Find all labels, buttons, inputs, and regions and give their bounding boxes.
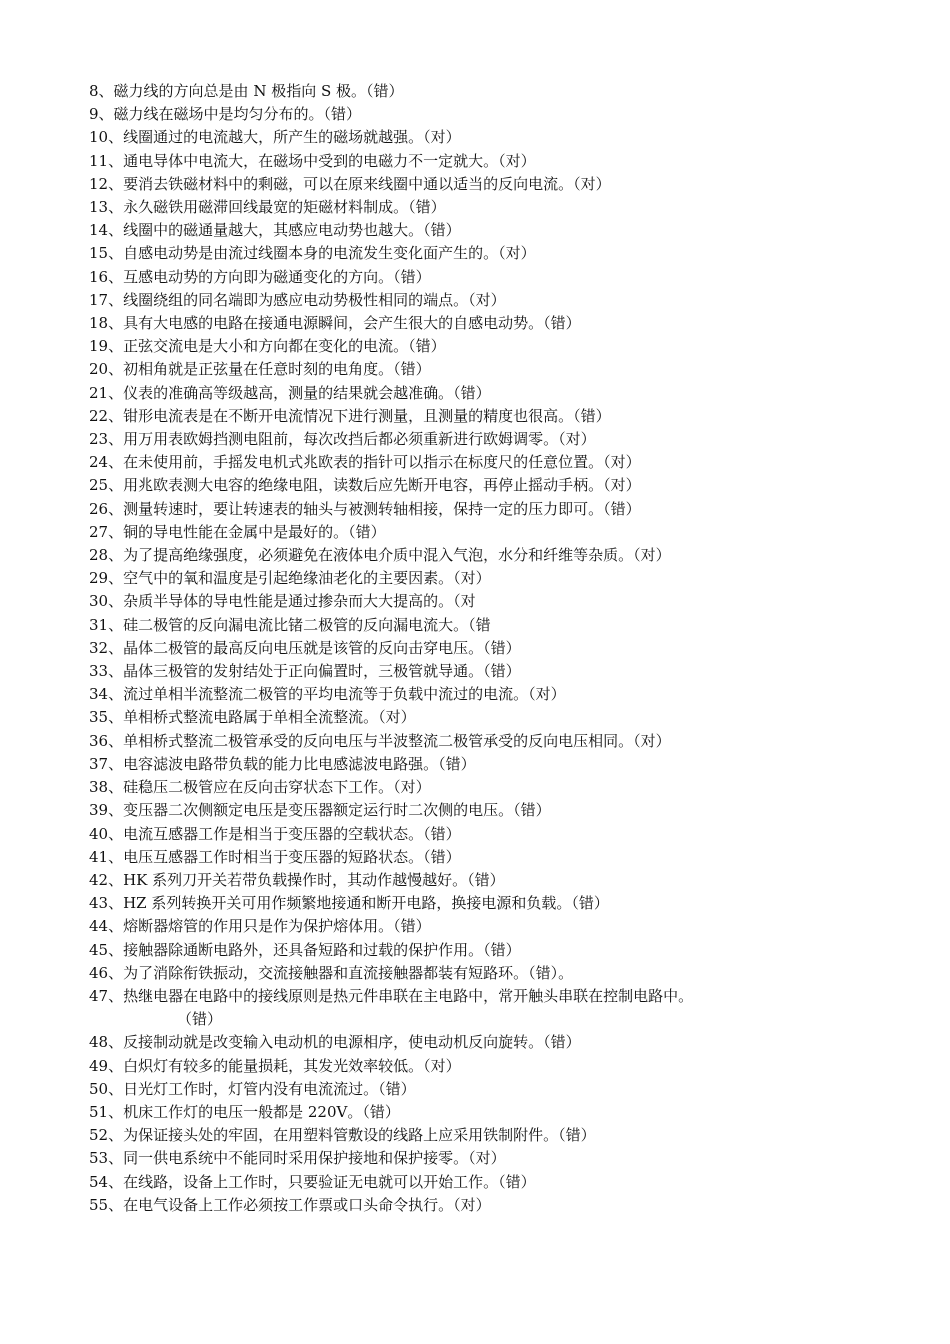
list-item — [89, 776, 889, 799]
item-text: 单相桥式整流电路属于单相全流整流。（对） — [123, 708, 416, 727]
item-number: 27、 — [89, 522, 124, 541]
list-item — [89, 567, 889, 590]
item-text: 单相桥式整流二极管承受的反向电压与半波整流二极管承受的反向电压相同。（对） — [123, 731, 671, 750]
list-item — [89, 1055, 889, 1078]
item-text: 反接制动就是改变输入电动机的电源相序，使电动机反向旋转。（错） — [123, 1033, 581, 1052]
item-number: 51、 — [89, 1102, 124, 1121]
item-text: 初相角就是正弦量在任意时刻的电角度。（错） — [123, 360, 431, 379]
item-number: 8、 — [89, 82, 114, 100]
list-item — [89, 962, 889, 985]
list-item — [89, 939, 889, 962]
list-item — [89, 1171, 889, 1194]
item-text: 永久磁铁用磁滞回线最宽的矩磁材料制成。（错） — [123, 198, 446, 217]
item-text: 流过单相半流整流二极管的平均电流等于负载中流过的电流。（对） — [123, 685, 566, 704]
item-number: 12、 — [89, 174, 124, 193]
item-number: 42、 — [89, 870, 124, 889]
list-item — [89, 1078, 889, 1101]
item-number: 45、 — [89, 940, 124, 959]
item-text: 要消去铁磁材料中的剩磁，可以在原来线圈中通以适当的反向电流。（对） — [123, 174, 611, 193]
item-number: 40、 — [89, 824, 124, 843]
item-number: 53、 — [89, 1149, 124, 1168]
item-number: 36、 — [89, 731, 124, 750]
item-text: 正弦交流电是大小和方向都在变化的电流。（错） — [123, 337, 446, 356]
item-text: 杂质半导体的导电性能是通过掺杂而大大提高的。（对 — [123, 592, 476, 611]
list-item — [89, 892, 889, 915]
item-number: 25、 — [89, 476, 124, 495]
item-number: 48、 — [89, 1033, 124, 1052]
item-text: HK 系列刀开关若带负载操作时，其动作越慢越好。（错） — [123, 870, 505, 889]
item-number: 43、 — [89, 894, 124, 913]
item-number: 19、 — [89, 337, 124, 356]
list-item — [89, 730, 889, 753]
list-item — [89, 219, 889, 242]
item-text: 空气中的氧和温度是引起绝缘油老化的主要因素。（对） — [123, 569, 491, 588]
item-number: 30、 — [89, 592, 124, 611]
item-text: 电流互感器工作是相当于变压器的空载状态。（错） — [123, 824, 461, 843]
item-number: 54、 — [89, 1172, 124, 1191]
list-item — [89, 126, 889, 149]
list-item — [89, 335, 889, 358]
item-number: 14、 — [89, 221, 124, 240]
item-number: 23、 — [89, 430, 124, 449]
item-text: 钳形电流表是在不断开电流情况下进行测量，且测量的精度也很高。（错） — [123, 406, 611, 425]
list-item — [89, 474, 889, 497]
item-text: 硅稳压二极管应在反向击穿状态下工作。（对） — [123, 778, 431, 797]
list-item — [89, 637, 889, 660]
list-item — [89, 869, 889, 892]
item-number: 33、 — [89, 662, 124, 681]
item-number: 44、 — [89, 917, 124, 936]
list-item — [89, 173, 889, 196]
item-text: 互感电动势的方向即为磁通变化的方向。（错） — [123, 267, 431, 286]
item-number: 34、 — [89, 685, 124, 704]
list-item — [89, 150, 889, 173]
item-text: 机床工作灯的电压一般都是 220V。（错） — [123, 1102, 400, 1121]
item-number: 29、 — [89, 569, 124, 588]
list-item — [89, 1194, 889, 1217]
item-text: 白炽灯有较多的能量损耗，其发光效率较低。（对） — [123, 1056, 461, 1075]
list-item — [89, 706, 889, 729]
item-text: 用兆欧表测大电容的绝缘电阻，读数后应先断开电容，再停止摇动手柄。（对） — [123, 476, 641, 495]
item-text: HZ 系列转换开关可用作频繁地接通和断开电路，换接电源和负载。（错） — [123, 894, 609, 913]
item-number: 41、 — [89, 847, 124, 866]
item-number: 16、 — [89, 267, 124, 286]
list-item — [89, 1147, 889, 1170]
item-text: 变压器二次侧额定电压是变压器额定运行时二次侧的电压。（错） — [123, 801, 551, 820]
list-item — [89, 590, 889, 613]
item-text: 仪表的准确高等级越高，测量的结果就会越准确。（错） — [123, 383, 491, 402]
item-number: 11、 — [89, 151, 124, 170]
list-item — [89, 1101, 889, 1124]
item-text: 熔断器熔管的作用只是作为保护熔体用。（错） — [123, 917, 431, 936]
item-text: 测量转速时，要让转速表的轴头与被测转轴相接，保持一定的压力即可。（错） — [123, 499, 641, 518]
list-item-continuation — [89, 1008, 889, 1031]
list-item — [89, 266, 889, 289]
item-number: 22、 — [89, 406, 124, 425]
list-item — [89, 521, 889, 544]
item-text: 通电导体中电流大，在磁场中受到的电磁力不一定就大。（对） — [123, 151, 536, 170]
item-number: 50、 — [89, 1079, 124, 1098]
item-text: 磁力线的方向总是由 N 极指向 S 极。（错） — [113, 82, 404, 100]
list-item — [89, 753, 889, 776]
list-item — [89, 382, 889, 405]
item-number: 20、 — [89, 360, 124, 379]
item-text: 接触器除通断电路外，还具备短路和过载的保护作用。（错） — [123, 940, 521, 959]
item-number: 31、 — [89, 615, 124, 634]
item-number: 17、 — [89, 290, 124, 309]
list-item — [89, 289, 889, 312]
list-item — [89, 799, 889, 822]
list-item — [89, 660, 889, 683]
item-text: 日光灯工作时，灯管内没有电流流过。（错） — [123, 1079, 416, 1098]
item-number: 37、 — [89, 754, 124, 773]
item-number: 55、 — [89, 1195, 124, 1214]
list-item — [89, 1031, 889, 1054]
list-item — [89, 451, 889, 474]
list-item — [89, 683, 889, 706]
item-number: 15、 — [89, 244, 124, 263]
item-text: 自感电动势是由流过线圈本身的电流发生变化面产生的。（对） — [123, 244, 536, 263]
item-number: 18、 — [89, 314, 124, 333]
item-text: 线圈绕组的同名端即为感应电动势极性相同的端点。（对） — [123, 290, 506, 309]
item-number: 46、 — [89, 963, 124, 982]
item-text: 为了提高绝缘强度，必须避免在液体电介质中混入气泡，水分和纤维等杂质。（对） — [123, 546, 671, 565]
item-text: 在未使用前，手摇发电机式兆欧表的指针可以指示在标度尺的任意位置。（对） — [123, 453, 641, 472]
item-number: 26、 — [89, 499, 124, 518]
item-text: 晶体三极管的发射结处于正向偏置时，三极管就导通。（错） — [123, 662, 521, 681]
item-number: 32、 — [89, 638, 124, 657]
item-number: 24、 — [89, 453, 124, 472]
item-number: 10、 — [89, 128, 124, 147]
item-number: 49、 — [89, 1056, 124, 1075]
list-item — [89, 1124, 889, 1147]
item-text: 为了消除衔铁振动，交流接触器和直流接触器都装有短路环。（错）。 — [123, 963, 574, 982]
list-item — [89, 823, 889, 846]
item-text: 具有大电感的电路在接通电源瞬间，会产生很大的自感电动势。（错） — [123, 314, 581, 333]
list-item — [89, 915, 889, 938]
item-text: 线圈通过的电流越大，所产生的磁场就越强。（对） — [123, 128, 461, 147]
item-number: 13、 — [89, 198, 124, 217]
item-text: 铜的导电性能在金属中是最好的。（错） — [123, 522, 386, 541]
list-item — [89, 614, 889, 637]
item-number: 52、 — [89, 1126, 124, 1145]
list-item — [89, 544, 889, 567]
list-item — [89, 846, 889, 869]
item-text: 硅二极管的反向漏电流比锗二极管的反向漏电流大。（错 — [123, 615, 491, 634]
item-text: 磁力线在磁场中是均匀分布的。（错） — [113, 105, 362, 124]
item-text: 晶体二极管的最高反向电压就是该管的反向击穿电压。（错） — [123, 638, 521, 657]
item-number: 47、 — [89, 986, 124, 1005]
list-item — [89, 405, 889, 428]
item-number: 9、 — [89, 105, 114, 124]
item-text: 电容滤波电路带负载的能力比电感滤波电路强。（错） — [123, 754, 476, 773]
list-item — [89, 196, 889, 219]
item-text: 电压互感器工作时相当于变压器的短路状态。（错） — [123, 847, 461, 866]
list-item — [89, 80, 889, 103]
item-text: 用万用表欧姆挡测电阻前，每次改挡后都必须重新进行欧姆调零。（对） — [123, 430, 596, 449]
item-text: 线圈中的磁通量越大，其感应电动势也越大。（错） — [123, 221, 461, 240]
list-item — [89, 358, 889, 381]
list-item — [89, 242, 889, 265]
item-text: 热继电器在电路中的接线原则是热元件串联在主电路中，常开触头串联在控制电路中。 — [123, 986, 694, 1005]
list-item — [89, 103, 889, 126]
item-number: 39、 — [89, 801, 124, 820]
list-item — [89, 498, 889, 521]
item-text: 在线路，设备上工作时，只要验证无电就可以开始工作。（错） — [123, 1172, 536, 1191]
item-text: 同一供电系统中不能同时采用保护接地和保护接零。（对） — [123, 1149, 506, 1168]
item-number: 28、 — [89, 546, 124, 565]
item-text: 为保证接头处的牢固，在用塑料管敷设的线路上应采用铁制附件。（错） — [123, 1126, 596, 1145]
item-number: 21、 — [89, 383, 124, 402]
list-item — [89, 428, 889, 451]
item-text: 在电气设备上工作必须按工作票或口头命令执行。（对） — [123, 1195, 491, 1214]
item-number: 38、 — [89, 778, 124, 797]
item-number: 35、 — [89, 708, 124, 727]
list-item — [89, 985, 889, 1008]
question-list — [89, 80, 889, 1217]
list-item — [89, 312, 889, 335]
item-answer: （错） — [177, 1010, 223, 1029]
